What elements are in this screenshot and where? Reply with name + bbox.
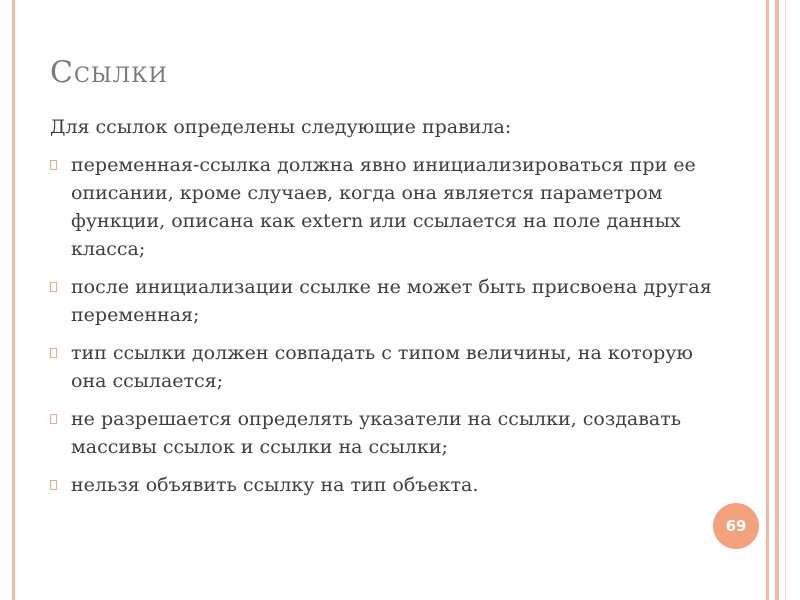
frame-left-border: [12, 0, 15, 600]
list-item: [50, 273, 730, 329]
rule-text: тип ссылки должен совпадать с типом величины, на которую она ссылается;: [71, 342, 693, 392]
frame-right-border-inner: [775, 0, 779, 600]
frame-right-border: [766, 0, 769, 600]
list-item: [50, 339, 730, 395]
rule-text: нельзя объявить ссылку на тип объекта.: [71, 474, 479, 496]
hollow-square-icon: [50, 348, 57, 358]
page-number-badge: 69: [713, 503, 759, 549]
frame-right-border-thin: [785, 0, 786, 600]
rules-list: [50, 151, 730, 499]
slide-title: Ссылки: [50, 55, 168, 90]
hollow-square-icon: [50, 480, 57, 490]
rule-text: после инициализации ссылке не может быть присвоена другая переменная;: [71, 276, 712, 326]
hollow-square-icon: [50, 160, 57, 170]
rule-text: переменная-ссылка должна явно инициализироваться при ее описании, кроме случаев, когда она является параметром функции, описана как extern или ссылается на поле данных класса;: [71, 154, 696, 260]
slide-content: [50, 113, 730, 509]
list-item: [50, 405, 730, 461]
rule-text: не разрешается определять указатели на ссылки, создавать массивы ссылок и ссылки на ссылки;: [71, 408, 682, 458]
intro-text: Для ссылок определены следующие правила:: [50, 116, 512, 138]
hollow-square-icon: [50, 282, 57, 292]
hollow-square-icon: [50, 414, 57, 424]
list-item: [50, 471, 730, 499]
list-item: [50, 151, 730, 263]
